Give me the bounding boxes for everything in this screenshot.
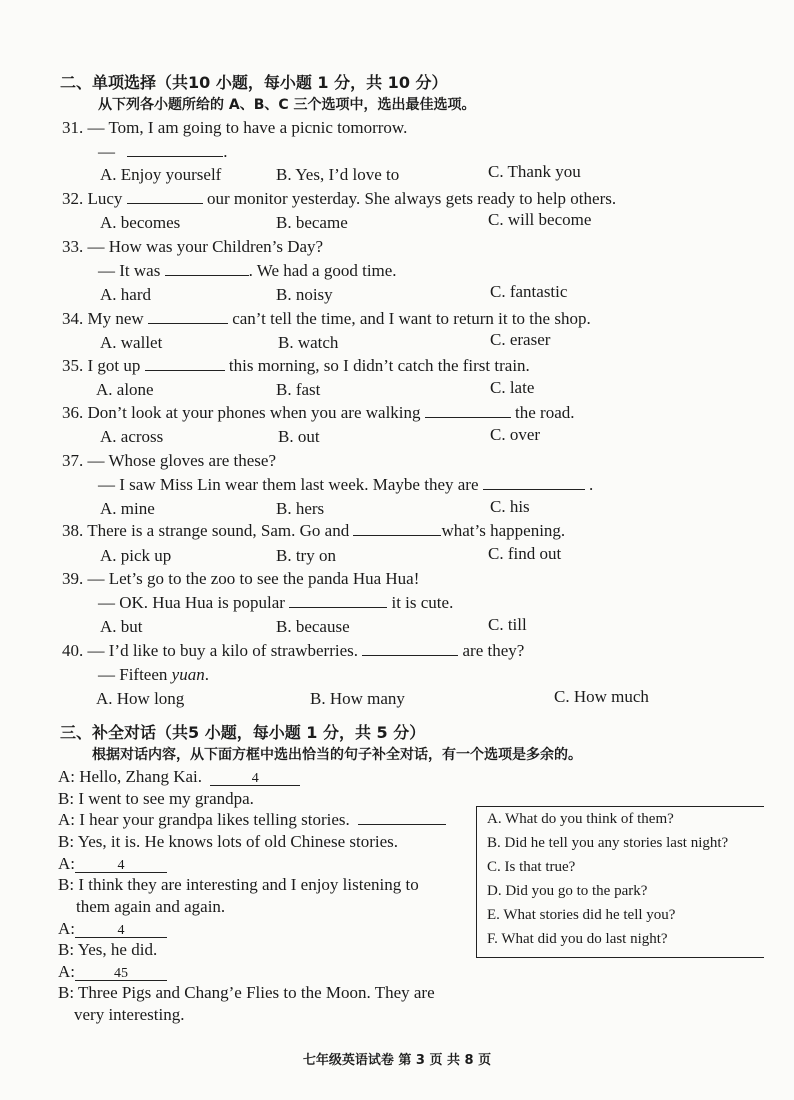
question-number: 35. <box>62 356 84 375</box>
question-text-pre: My new <box>87 309 144 328</box>
option-b[interactable]: B. became <box>276 213 348 232</box>
dialogue-line-3 <box>58 809 446 831</box>
option-a[interactable]: A. hard <box>100 285 151 304</box>
question-number: 39. <box>62 569 84 588</box>
dialogue-text: Yes, he did. <box>77 940 158 959</box>
option-b[interactable]: B. watch <box>278 333 339 352</box>
option-c[interactable]: C. will become <box>488 210 592 229</box>
option-c[interactable]: C. his <box>490 497 530 516</box>
speaker-label: A: <box>58 854 75 873</box>
question-text: — Tom, I am going to have a picnic tomorrow. <box>87 118 408 137</box>
question-37 <box>62 450 276 472</box>
question-number: 33. <box>62 237 84 256</box>
question-32 <box>62 188 616 210</box>
option-a[interactable]: A. pick up <box>100 546 172 565</box>
option-c[interactable]: C. find out <box>488 544 562 563</box>
question-text-post: it is cute. <box>391 593 454 612</box>
option-b[interactable]: B. Yes, I’d love to <box>276 165 400 184</box>
question-text: — Let’s go to the zoo to see the panda Hua Hua! <box>87 569 420 588</box>
question-text-pre: There is a strange sound, Sam. Go and <box>87 521 350 540</box>
question-34 <box>62 308 591 330</box>
answer-blank[interactable] <box>145 356 225 371</box>
option-c[interactable]: C. over <box>490 425 541 444</box>
answer-blank[interactable] <box>425 403 511 418</box>
question-text-pre: Lucy <box>87 189 123 208</box>
answer-blank[interactable] <box>127 189 203 204</box>
speaker-label: B: <box>58 983 75 1002</box>
question-40-line2 <box>98 664 209 686</box>
answer-blank[interactable]: 4 <box>75 858 167 873</box>
option-a[interactable]: A. alone <box>96 380 154 399</box>
question-text: — Fifteen <box>98 665 172 684</box>
option-a[interactable]: A. becomes <box>100 213 181 232</box>
answer-blank[interactable] <box>483 475 585 490</box>
dialogue-line-10 <box>58 982 435 1004</box>
speaker-label: B: <box>58 940 75 959</box>
speaker-label: B: <box>58 875 75 894</box>
question-text-pre: — OK. Hua Hua is popular <box>98 593 285 612</box>
question-33-line2 <box>98 260 397 282</box>
answer-blank[interactable] <box>362 641 458 656</box>
answer-blank[interactable]: 4 <box>210 771 300 786</box>
answer-blank[interactable] <box>353 521 441 536</box>
question-text: — How was your Children’s Day? <box>87 237 324 256</box>
speaker-label: A: <box>58 919 75 938</box>
question-text-post: what’s happening. <box>441 521 566 540</box>
dialogue-line-6 <box>58 874 419 896</box>
option-c[interactable]: C. till <box>488 615 527 634</box>
answer-blank[interactable]: 4 <box>75 923 167 938</box>
options-box <box>476 806 764 958</box>
dialogue-line-8 <box>58 939 157 961</box>
question-text-post: . <box>589 475 594 494</box>
dialogue-line-1 <box>58 766 300 788</box>
question-text: — Whose gloves are these? <box>87 451 277 470</box>
option-b[interactable]: B. because <box>276 617 350 636</box>
section2-title: 二、单项选择（共10 小题，每小题 1 分，共 10 分） <box>60 73 448 92</box>
option-a[interactable]: A. mine <box>100 499 155 518</box>
option-a[interactable]: A. across <box>100 427 164 446</box>
question-39-line2 <box>98 592 453 614</box>
dialogue-text: Yes, it is. He knows lots of old Chinese stories. <box>77 832 399 851</box>
question-40 <box>62 640 524 662</box>
dialogue-text: I think they are interesting and I enjoy listening to <box>78 875 419 894</box>
question-number: 34. <box>62 309 84 328</box>
period: . <box>204 665 209 684</box>
question-text-italic: yuan <box>171 665 205 684</box>
section3-title: 三、补全对话（共5 小题，每小题 1 分，共 5 分） <box>60 723 426 742</box>
section3-instruction: 根据对话内容，从下面方框中选出恰当的句子补全对话，有一个选项是多余的。 <box>92 747 582 763</box>
option-c[interactable]: C. eraser <box>490 330 551 349</box>
speaker-label: B: <box>58 789 75 808</box>
page-footer: 七年级英语试卷 第 3 页 共 8 页 <box>302 1053 492 1068</box>
answer-blank[interactable] <box>165 261 249 276</box>
dialogue-line-4 <box>58 831 398 853</box>
question-text-pre: — I saw Miss Lin wear them last week. Maybe they are <box>98 475 479 494</box>
question-text-pre: — I’d like to buy a kilo of strawberries. <box>87 641 359 660</box>
answer-blank[interactable] <box>127 142 223 157</box>
period: . <box>223 142 228 161</box>
option-c[interactable]: C. fantastic <box>490 282 568 301</box>
option-a[interactable]: A. How long <box>96 689 185 708</box>
dialogue-line-6-cont: them again and again. <box>76 897 226 916</box>
option-b[interactable]: B. hers <box>276 499 325 518</box>
question-text-post: the road. <box>515 403 575 422</box>
question-text-pre: — It was <box>98 261 161 280</box>
option-c[interactable]: C. How much <box>554 687 649 706</box>
question-31 <box>62 117 407 139</box>
box-option-d[interactable]: D. Did you go to the park? <box>487 883 648 899</box>
option-b[interactable]: B. out <box>278 427 320 446</box>
option-c[interactable]: C. Thank you <box>488 162 581 181</box>
dialogue-text: I went to see my grandpa. <box>78 789 254 808</box>
question-31-answer-line <box>98 141 228 163</box>
option-a[interactable]: A. Enjoy yourself <box>100 165 222 184</box>
box-option-a[interactable]: A. What do you think of them? <box>487 811 674 827</box>
dialogue-text: Three Pigs and Chang’e Flies to the Moon. They are <box>78 983 435 1002</box>
dialogue-line-10-cont: very interesting. <box>74 1005 185 1024</box>
option-b[interactable]: B. How many <box>310 689 405 708</box>
question-number: 40. <box>62 641 84 660</box>
dialogue-line-5 <box>58 853 167 875</box>
question-text-post: this morning, so I didn’t catch the first train. <box>228 356 530 375</box>
option-b[interactable]: B. try on <box>276 546 336 565</box>
question-text-post: are they? <box>462 641 525 660</box>
question-36 <box>62 402 575 424</box>
answer-blank[interactable] <box>148 309 228 324</box>
box-option-c[interactable]: C. Is that true? <box>487 859 576 875</box>
dialogue-line-7 <box>58 918 167 940</box>
question-38 <box>62 520 565 542</box>
question-text-post: our monitor yesterday. She always gets ready to help others. <box>206 189 617 208</box>
question-number: 32. <box>62 189 84 208</box>
question-37-line2 <box>98 474 593 496</box>
option-a[interactable]: A. but <box>100 617 143 636</box>
question-text-post: . We had a good time. <box>248 261 397 280</box>
speaker-label: A: <box>58 767 75 786</box>
box-option-b[interactable]: B. Did he tell you any stories last night? <box>487 835 729 851</box>
dialogue-text: I hear your grandpa likes telling stories. <box>79 810 350 829</box>
answer-blank[interactable] <box>289 593 387 608</box>
answer-blank[interactable]: 45 <box>75 966 167 981</box>
box-option-f[interactable]: F. What did you do last night? <box>487 931 668 947</box>
question-number: 38. <box>62 521 84 540</box>
option-c[interactable]: C. late <box>490 378 535 397</box>
dialogue-line-9 <box>58 961 167 983</box>
question-35 <box>62 355 530 377</box>
question-number: 36. <box>62 403 84 422</box>
answer-blank[interactable] <box>358 810 446 825</box>
question-number: 37. <box>62 451 84 470</box>
dash: — <box>98 142 115 161</box>
dialogue-line-2 <box>58 788 254 810</box>
question-text-pre: Don’t look at your phones when you are walking <box>87 403 421 422</box>
option-a[interactable]: A. wallet <box>100 333 163 352</box>
speaker-label: A: <box>58 810 75 829</box>
dialogue-text: Hello, Zhang Kai. <box>79 767 202 786</box>
question-text-pre: I got up <box>87 356 141 375</box>
option-b[interactable]: B. noisy <box>276 285 333 304</box>
speaker-label: B: <box>58 832 75 851</box>
option-b[interactable]: B. fast <box>276 380 321 399</box>
speaker-label: A: <box>58 962 75 981</box>
question-33 <box>62 236 323 258</box>
question-39 <box>62 568 419 590</box>
section2-instruction: 从下列各小题所给的 A、B、C 三个选项中，选出最佳选项。 <box>98 97 476 113</box>
question-number: 31. <box>62 118 84 137</box>
box-option-e[interactable]: E. What stories did he tell you? <box>487 907 676 923</box>
question-text-post: can’t tell the time, and I want to return it to the shop. <box>232 309 591 328</box>
